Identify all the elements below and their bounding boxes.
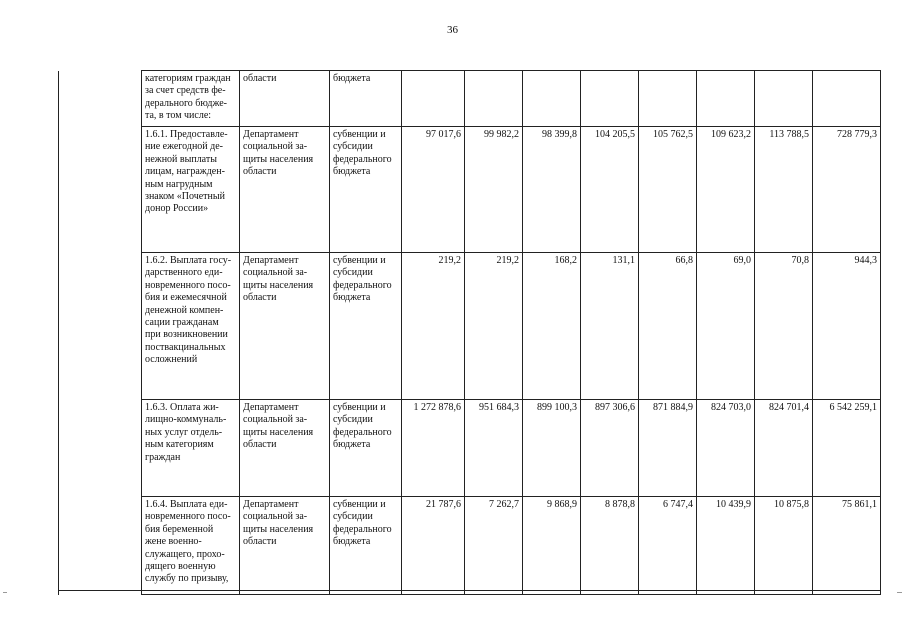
table-row (59, 253, 881, 400)
value-cell: 9 868,9 (523, 497, 581, 595)
value-cell: 1 272 878,6 (402, 400, 465, 497)
value-cell: 824 701,4 (755, 400, 813, 497)
value-cell: 7 262,7 (465, 497, 523, 595)
value-cell (402, 71, 465, 127)
measure-name-cell: 1.6.2. Выплата госу-дарственного еди-новременного посо-бия и ежемесячной денежной компен-сации гражданам при возникновении поствакцинальных осложнений (142, 253, 240, 400)
value-cell: 66,8 (639, 253, 697, 400)
budget-table (58, 70, 881, 595)
value-cell: 6 542 259,1 (813, 400, 881, 497)
empty-lead-cell (59, 127, 142, 253)
value-cell: 21 787,6 (402, 497, 465, 595)
empty-lead-cell (59, 497, 142, 595)
value-cell (581, 71, 639, 127)
table-row (59, 497, 881, 595)
value-cell: 219,2 (465, 253, 523, 400)
value-cell: 70,8 (755, 253, 813, 400)
empty-lead-cell (59, 71, 142, 127)
value-cell: 6 747,4 (639, 497, 697, 595)
funding-source-cell: субвенции и субсидии федерального бюджета (330, 497, 402, 595)
value-cell: 105 762,5 (639, 127, 697, 253)
value-cell: 897 306,6 (581, 400, 639, 497)
value-cell: 69,0 (697, 253, 755, 400)
measure-name-cell: 1.6.3. Оплата жи-лищно-коммуналь-ных услуг отдель-ным категориям граждан (142, 400, 240, 497)
value-cell (813, 71, 881, 127)
margin-mark-left (3, 592, 7, 593)
executor-cell: области (240, 71, 330, 127)
value-cell (523, 71, 581, 127)
value-cell: 10 875,8 (755, 497, 813, 595)
value-cell: 8 878,8 (581, 497, 639, 595)
value-cell: 824 703,0 (697, 400, 755, 497)
executor-cell: Департамент социальной за-щиты населения области (240, 127, 330, 253)
value-cell (465, 71, 523, 127)
page-number: 36 (447, 24, 458, 36)
funding-source-cell: бюджета (330, 71, 402, 127)
executor-cell: Департамент социальной за-щиты населения области (240, 253, 330, 400)
value-cell: 99 982,2 (465, 127, 523, 253)
value-cell: 944,3 (813, 253, 881, 400)
value-cell: 10 439,9 (697, 497, 755, 595)
empty-lead-cell (59, 400, 142, 497)
value-cell: 899 100,3 (523, 400, 581, 497)
value-cell: 97 017,6 (402, 127, 465, 253)
margin-mark-right (897, 592, 902, 593)
value-cell: 104 205,5 (581, 127, 639, 253)
value-cell: 871 884,9 (639, 400, 697, 497)
measure-name-cell: категориям граждан за счет средств фе-дерального бюдже-та, в том числе: (142, 71, 240, 127)
table-row (59, 71, 881, 127)
value-cell: 219,2 (402, 253, 465, 400)
value-cell (697, 71, 755, 127)
value-cell: 109 623,2 (697, 127, 755, 253)
value-cell: 75 861,1 (813, 497, 881, 595)
table-row (59, 127, 881, 253)
funding-source-cell: субвенции и субсидии федерального бюджета (330, 253, 402, 400)
value-cell: 113 788,5 (755, 127, 813, 253)
measure-name-cell: 1.6.4. Выплата еди-новременного посо-бия беременной жене военно-служащего, прохо-дящего военную службу по призыву, (142, 497, 240, 595)
value-cell (639, 71, 697, 127)
value-cell: 98 399,8 (523, 127, 581, 253)
value-cell: 951 684,3 (465, 400, 523, 497)
measure-name-cell: 1.6.1. Предоставле-ние ежегодной де-нежной выплаты лицам, награжден-ным нагрудным знаком «Почетный донор России» (142, 127, 240, 253)
executor-cell: Департамент социальной за-щиты населения области (240, 497, 330, 595)
funding-source-cell: субвенции и субсидии федерального бюджета (330, 127, 402, 253)
table-bottom-line (58, 590, 880, 591)
value-cell (755, 71, 813, 127)
value-cell: 728 779,3 (813, 127, 881, 253)
funding-source-cell: субвенции и субсидии федерального бюджета (330, 400, 402, 497)
table-row (59, 400, 881, 497)
value-cell: 168,2 (523, 253, 581, 400)
empty-lead-cell (59, 253, 142, 400)
value-cell: 131,1 (581, 253, 639, 400)
executor-cell: Департамент социальной за-щиты населения области (240, 400, 330, 497)
